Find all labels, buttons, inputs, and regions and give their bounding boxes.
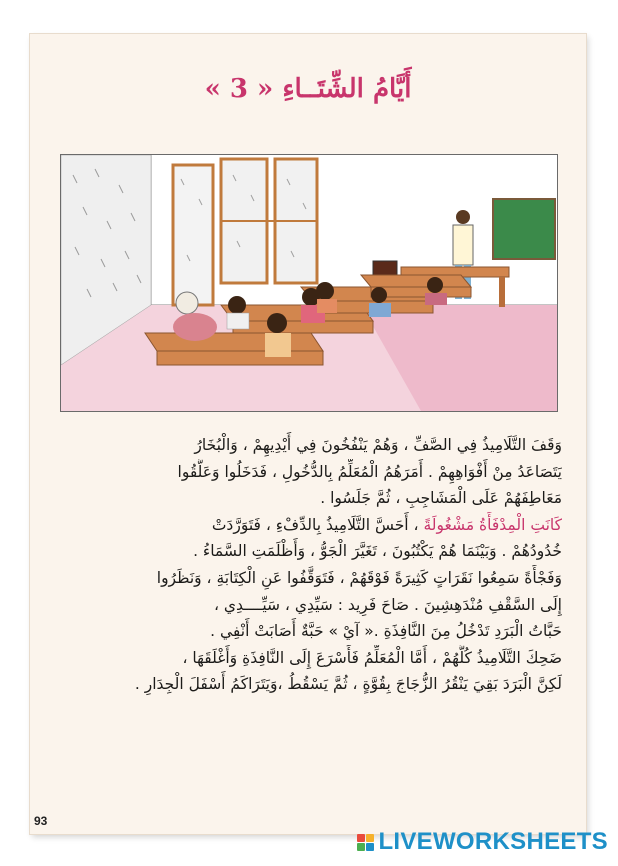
page-title: أَيَّامُ الشِّتَــاءِ « 3 » bbox=[204, 74, 412, 104]
text-line-5: خُدُودُهُمْ . وَبَيْنَمَا هُمْ يَكْتُبُونَ ، تَغَيَّرَ الْجَوُّ ، وَأَظْلَمَتِ السَّمَاءُ . bbox=[193, 542, 562, 561]
text-line-4-rest: ، أَحَسَّ التَّلَامِيذُ بِالدِّفْءِ ، فَتَوَرَّدَتْ bbox=[211, 515, 424, 534]
classroom-illustration bbox=[60, 154, 558, 412]
text-line-4 bbox=[56, 512, 562, 539]
text-line-6: وَفَجْأَةً سَمِعُوا نَقَرَاتٍ كَثِيرَةً فَوْقَهُمْ ، فَتَوَقَّفُوا عَنِ الْكِتَابَةِ ، وَنَظَرُوا bbox=[156, 568, 562, 587]
watermark-text: LIVEWORKSHEETS bbox=[378, 828, 608, 855]
text-line-1: وَقَفَ التَّلَامِيذُ فِي الصَّفِّ ، وَهُمْ يَنْفُخُونَ فِي أَيْدِيهِمْ ، وَالْبُخَارُ bbox=[194, 436, 562, 454]
text-line-9: ضَحِكَ التَّلَامِيذُ كُلُّهُمْ ، أَمَّا الْمُعَلِّمُ فَأَسْرَعَ إِلَى النَّافِذَةِ وَأَغْلَقَهَا ، bbox=[182, 648, 562, 667]
classroom-drawing bbox=[61, 155, 557, 411]
highlighted-phrase: كَانَتِ الْمِدْفَأَةُ مَشْغُولَةً bbox=[423, 515, 562, 534]
story-text bbox=[56, 432, 562, 698]
blackboard bbox=[493, 199, 555, 259]
liveworksheets-watermark[interactable] bbox=[357, 828, 608, 856]
page-number: 93 bbox=[34, 814, 48, 828]
window-frame bbox=[173, 159, 317, 305]
book-page bbox=[30, 34, 586, 834]
liveworksheets-logo-icon bbox=[357, 834, 374, 851]
text-line-2: يَتَصَاعَدُ مِنْ أَفْوَاهِهِمْ . أَمَرَهُمُ الْمُعَلِّمُ بِالدُّخُولِ ، فَدَخَلُوا وَعَلَّقُوا bbox=[177, 462, 562, 481]
text-line-7: إِلَى السَّقْفِ مُنْدَهِشِينَ . صَاحَ فَرِيد : سَيِّدِي ، سَيِّــــدِي ، bbox=[213, 595, 562, 614]
text-line-3: مَعَاطِفَهُمْ عَلَى الْمَشَاجِبِ ، ثُمَّ جَلَسُوا . bbox=[320, 489, 562, 508]
text-line-10: لَكِنَّ الْبَرَدَ بَقِيَ يَنْقُرُ الزُّجَاجَ بِقُوَّةٍ ، ثُمَّ يَسْقُطُ ،وَيَتَرَاكَمُ أَسْفَلَ الْجِدَارِ . bbox=[134, 675, 562, 694]
text-line-8: حَبَّاتُ الْبَرَدِ تَدْخُلُ مِنَ النَّافِذَةِ .« آيْ » حَبَّةٌ أَصَابَتْ أَنْفِي . bbox=[210, 622, 562, 641]
